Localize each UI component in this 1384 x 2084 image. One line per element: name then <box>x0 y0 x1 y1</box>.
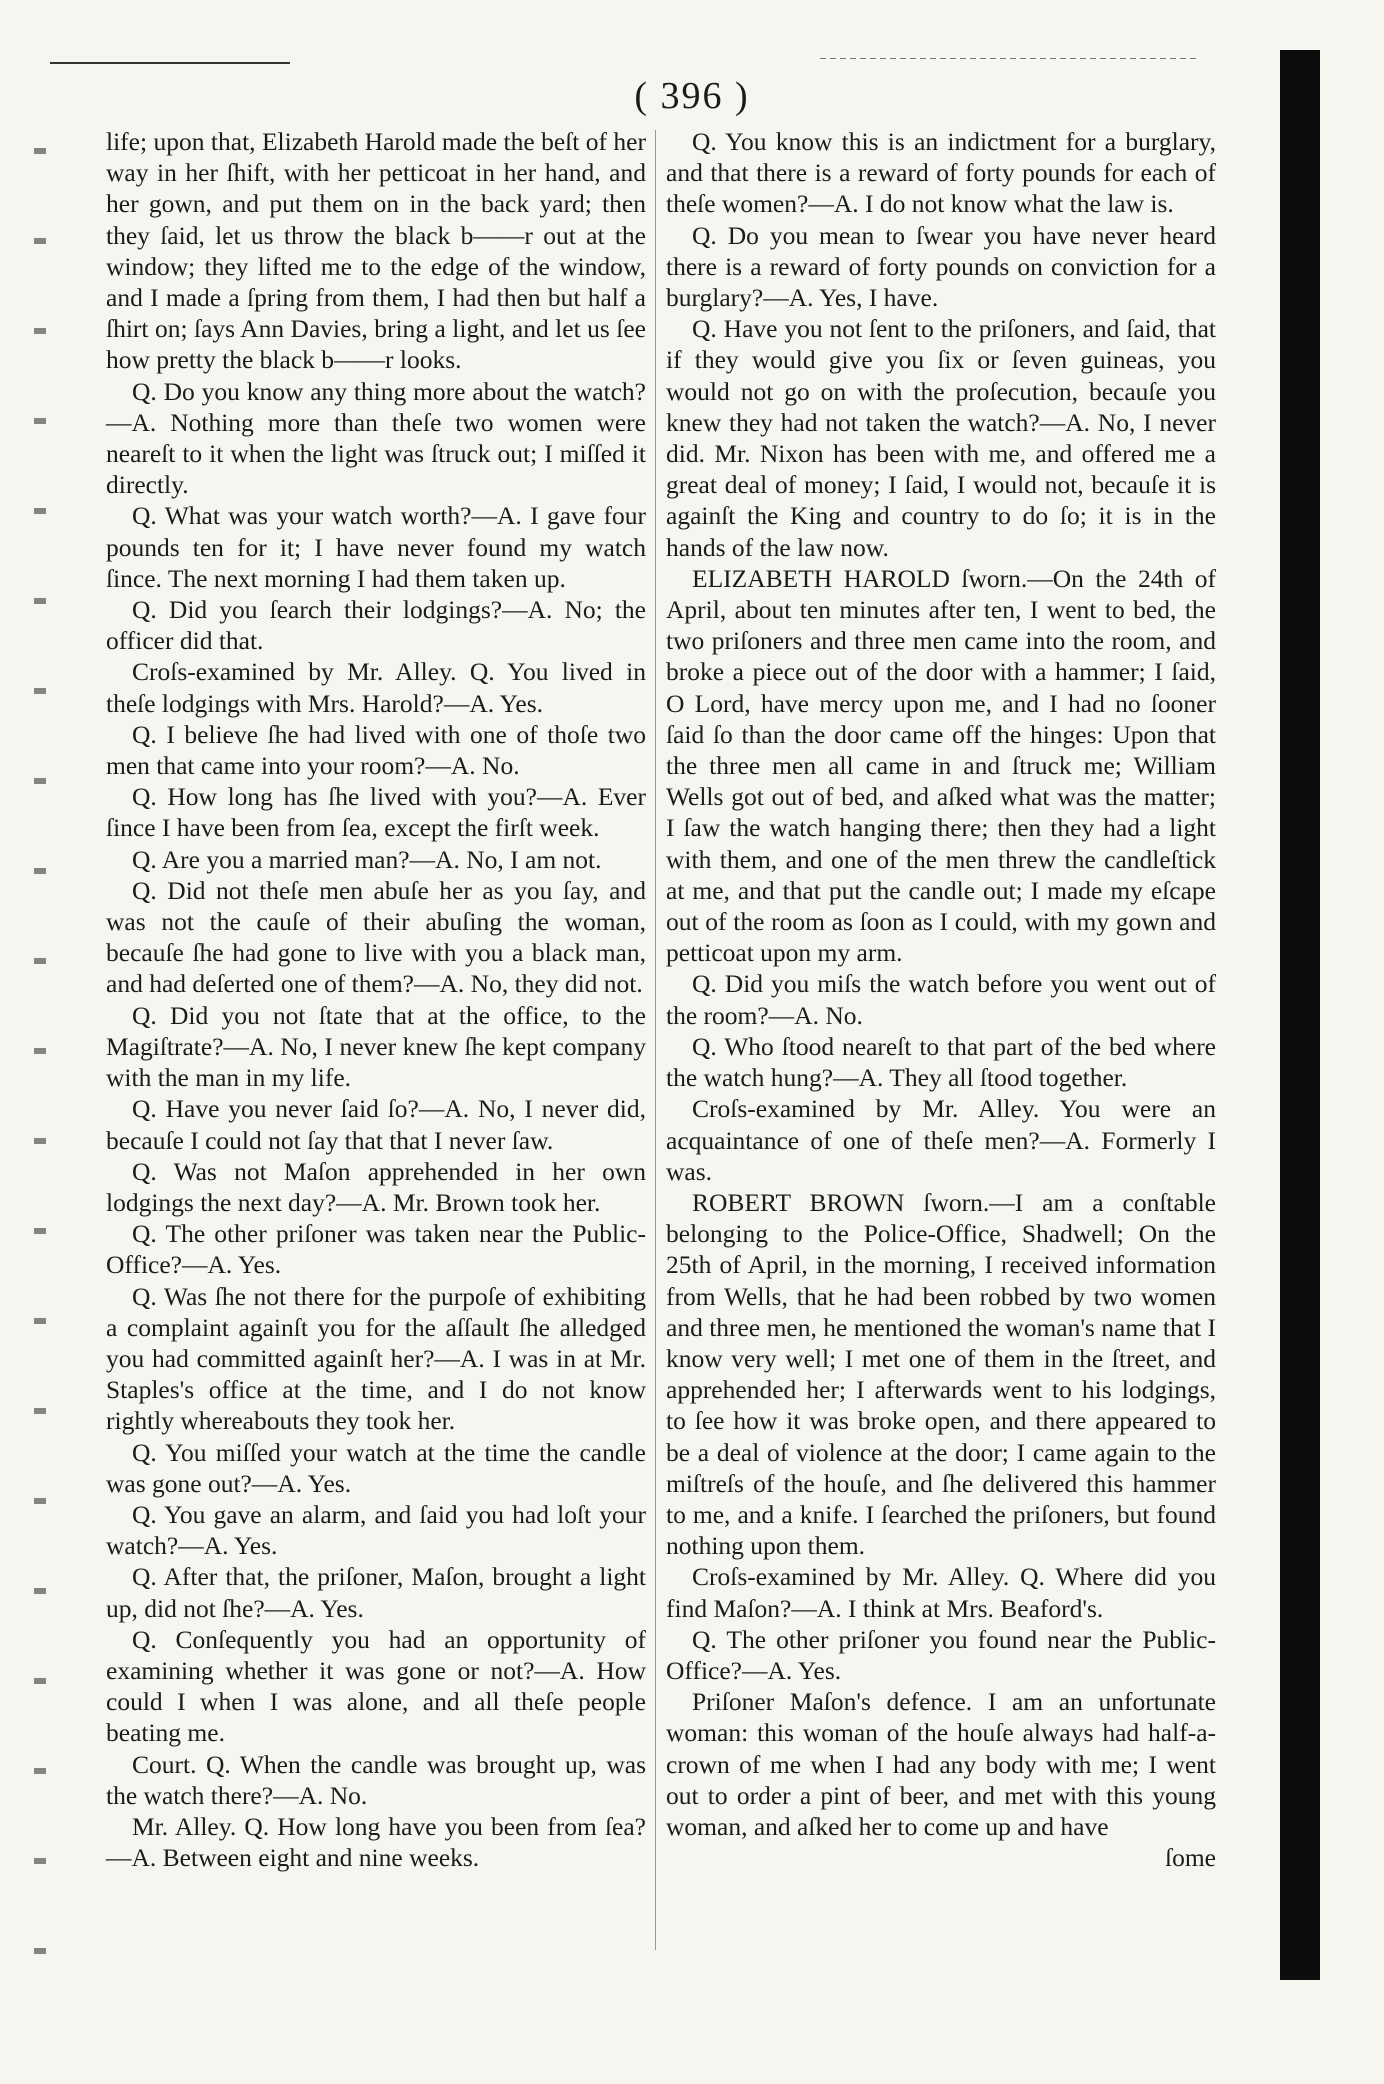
paragraph: Q. Do you mean to ſwear you have never heard there is a reward of forty pounds on conviction for a burglary?—A. Yes, I have. <box>666 220 1216 313</box>
paragraph: Q. Do you know any thing more about the watch?—A. Nothing more than theſe two women were neareſt to it when the light was ſtruck out; I miſſed it directly. <box>106 376 646 500</box>
paragraph: Croſs-examined by Mr. Alley. Q. Where did you find Maſon?—A. I think at Mrs. Beaford's. <box>666 1562 1216 1623</box>
paragraph: Q. Was ſhe not there for the purpoſe of exhibiting a complaint againſt you for the aſſault ſhe alledged you had committed againſt her?—A. I was in at Mr. Staples's office at the time, and I do not know rightly whereabouts they took her. <box>106 1281 646 1436</box>
paragraph: Q. Have you never ſaid ſo?—A. No, I never did, becauſe I could not ſay that that I never ſaw. <box>106 1094 646 1155</box>
left-column <box>106 126 646 1873</box>
right-column <box>666 126 1216 1873</box>
paragraph: Q. Who ſtood neareſt to that part of the bed where the watch hung?—A. They all ſtood together. <box>666 1031 1216 1093</box>
page-number: ( 396 ) <box>634 75 750 117</box>
paragraph: Croſs-examined by Mr. Alley. Q. You lived in theſe lodgings with Mrs. Harold?—A. Yes. <box>106 657 646 718</box>
left-margin-marks <box>34 110 46 2010</box>
top-rule <box>50 62 290 64</box>
binding-shadow <box>1280 50 1320 1980</box>
paragraph: Croſs-examined by Mr. Alley. You were an acquaintance of one of theſe men?—A. Formerly I was. <box>666 1094 1216 1186</box>
paragraph: Q. Did you miſs the watch before you went out of the room?—A. No. <box>666 969 1216 1030</box>
paragraph: ELIZABETH HAROLD ſworn.—On the 24th of April, about ten minutes after ten, I went to bed, the two priſoners and three men came into the room, and broke a piece out of the door with a hammer; I ſaid, O Lord, have mercy upon me, and I had no ſooner ſaid ſo than the door came off the hinges: Upon that the three men all came in and ſtruck me; William Wells got out of bed, and aſked what was the matter; I ſaw the watch hanging there; then they had a light with them, and one of the men threw the candleſtick at me, and that put the candle out; I made my eſcape out of the room as ſoon as I could, with my gown and petticoat upon my arm. <box>666 563 1216 968</box>
paragraph: life; upon that, Elizabeth Harold made the beſt of her way in her ſhift, with her petticoat in her hand, and her gown, and put them on in the back yard; then they ſaid, let us throw the black b——r out at the window; they lifted me to the edge of the window, and I made a ſpring from them, I had then but half a ſhirt on; ſays Ann Davies, bring a light, and let us ſee how pretty the black b——r looks. <box>106 127 646 375</box>
paragraph: Q. Did you not ſtate that at the office, to the Magiſtrate?—A. No, I never knew ſhe kept company with the man in my life. <box>106 1000 646 1093</box>
column-divider <box>655 130 656 1950</box>
paragraph: Q. You miſſed your watch at the time the candle was gone out?—A. Yes. <box>106 1437 646 1498</box>
paragraph: Q. You gave an alarm, and ſaid you had loſt your watch?—A. Yes. <box>106 1499 646 1561</box>
paragraph: Mr. Alley. Q. How long have you been from ſea?—A. Between eight and nine weeks. <box>106 1811 646 1873</box>
paragraph: Q. You know this is an indictment for a burglary, and that there is a reward of forty pounds for each of theſe women?—A. I do not know what the law is. <box>666 127 1216 219</box>
paragraph: Q. Was not Maſon apprehended in her own lodgings the next day?—A. Mr. Brown took her. <box>106 1156 646 1217</box>
paragraph: Q. How long has ſhe lived with you?—A. Ever ſince I have been from ſea, except the firſt week. <box>106 782 646 843</box>
top-rule-dotted <box>820 58 1200 59</box>
paragraph: Q. After that, the priſoner, Maſon, brought a light up, did not ſhe?—A. Yes. <box>106 1562 646 1623</box>
paragraph: Q. I believe ſhe had lived with one of thoſe two men that came into your room?—A. No. <box>106 719 646 781</box>
paragraph: Q. Conſequently you had an opportunity of examining whether it was gone or not?—A. How could I when I was alone, and all theſe people beating me. <box>106 1624 646 1748</box>
paragraph: Q. Are you a married man?—A. No, I am not. <box>132 844 602 874</box>
paragraph: Court. Q. When the candle was brought up, was the watch there?—A. No. <box>106 1749 646 1810</box>
catchword: ſome <box>1165 1843 1216 1873</box>
paragraph: Q. Did not theſe men abuſe her as you ſay, and was not the cauſe of their abuſing the woman, becauſe ſhe had gone to live with you a black man, and had deſerted one of them?—A. No, they did not. <box>106 875 646 999</box>
paragraph: Q. Have you not ſent to the priſoners, and ſaid, that if they would give you ſix or ſeven guineas, you would not go on with the proſecution, becauſe you knew they had not taken the watch?—A. No, I never did. Mr. Nixon has been with me, and offered me a great deal of money; I ſaid, I would not, becauſe it is againſt the King and country to do ſo; it is in the hands of the law now. <box>666 314 1216 562</box>
paragraph: Q. The other priſoner you found near the Public-Office?—A. Yes. <box>666 1624 1216 1685</box>
paragraph: Q. Did you ſearch their lodgings?—A. No; the officer did that. <box>106 595 646 656</box>
paragraph: ROBERT BROWN ſworn.—I am a conſtable belonging to the Police-Office, Shadwell; On the 25th of April, in the morning, I received information from Wells, that he had been robbed by two women and three men, he mentioned the woman's name that I know very well; I met one of them in the ſtreet, and apprehended her; I afterwards went to his lodgings, to ſee how it was broke open, and there appeared to be a deal of violence at the door; I came again to the miſtreſs of the houſe, and ſhe delivered this hammer to me, and a knife. I ſearched the priſoners, but found nothing upon them. <box>666 1187 1216 1561</box>
paragraph: Q. The other priſoner was taken near the Public-Office?—A. Yes. <box>106 1219 646 1280</box>
paragraph: Q. What was your watch worth?—A. I gave four pounds ten for it; I have never found my watch ſince. The next morning I had them taken up. <box>106 501 646 593</box>
paragraph: Priſoner Maſon's defence. I am an unfortunate woman: this woman of the houſe always had half-a-crown of me when I had any body with me; I went out to order a pint of beer, and met with this young woman, and aſked her to come up and have <box>666 1687 1216 1841</box>
